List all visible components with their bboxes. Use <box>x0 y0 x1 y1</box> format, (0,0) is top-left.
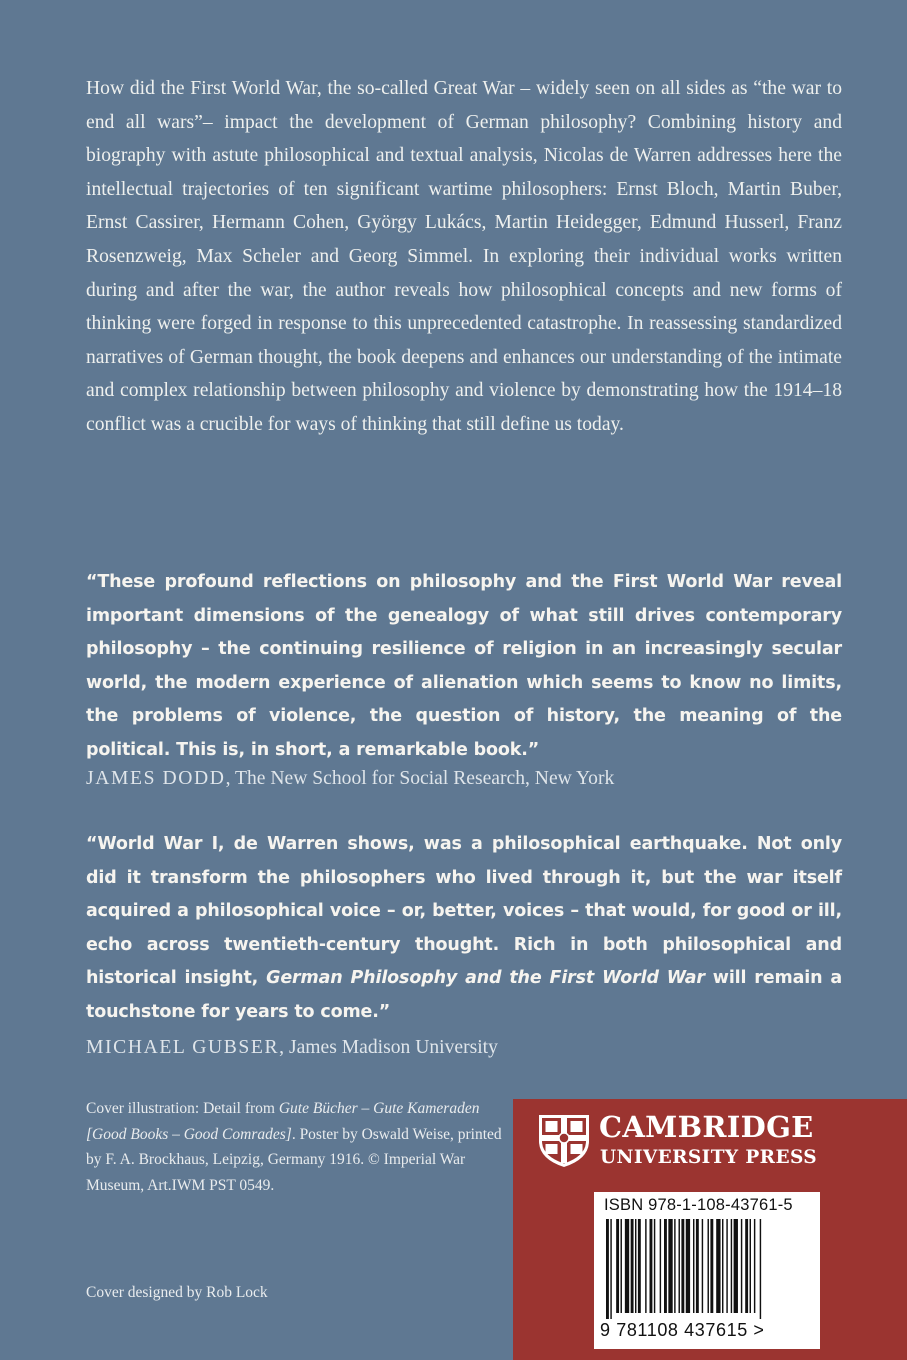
endorsement-attribution <box>86 768 614 790</box>
barcode-bar <box>616 1219 619 1313</box>
cover-illustration-credit: Cover illustration: Detail from Gute Bücher – Gute Kameraden [Good Books – Good Comrades]. Poster by Oswald Weise, printed by F. A. Brockhaus, Leipzig, Germany 1916. © Imperial War Museum, Art.IWM PST 0549. <box>86 1100 502 1194</box>
endorsement-attribution <box>86 1037 498 1059</box>
barcode-digits: 9 781108 437615 > <box>600 1320 765 1340</box>
barcode-bar <box>638 1219 641 1313</box>
barcode-bar <box>606 1219 609 1319</box>
barcode-bar <box>741 1219 742 1313</box>
barcode-bar <box>610 1219 611 1319</box>
barcode-bar <box>734 1219 738 1313</box>
publisher-name: CAMBRIDGE <box>599 1110 814 1144</box>
barcode-bar <box>668 1219 672 1313</box>
barcode-bar <box>681 1219 684 1313</box>
endorser-name: MICHAEL GUBSER <box>86 1037 280 1058</box>
barcode-bar <box>745 1219 748 1313</box>
endorsement-quote <box>86 828 842 1030</box>
barcode-bar <box>654 1219 655 1313</box>
barcode-bar <box>708 1219 709 1313</box>
endorser-affiliation: , James Madison University <box>279 1037 498 1058</box>
book-title: German Philosophy and the First World War <box>266 968 705 989</box>
barcode-bar <box>674 1219 675 1313</box>
endorser-name: JAMES DODD <box>86 768 226 789</box>
barcode-bar <box>696 1219 699 1313</box>
endorsement-quote: “These profound reflections on philosophy and the First World War reveal important dimensions of the genealogy of what still drives contemporary philosophy – the continuing resilience of religion in an increasingly secular world, the modern experience of alienation which seems to know no limits, the problems of violence, the question of history, the meaning of the political. This is, in short, a remarkable book.” <box>86 572 842 760</box>
publisher-subtitle: UNIVERSITY PRESS <box>600 1147 818 1168</box>
barcode-bar <box>693 1219 694 1313</box>
barcode-bar <box>702 1219 703 1313</box>
barcode-bar <box>750 1219 751 1313</box>
poster-title: Gute Bücher – Gute Kameraden [Good Books – Good Comrades] <box>86 1100 480 1143</box>
barcode-bar <box>679 1219 680 1313</box>
isbn-barcode <box>594 1192 820 1349</box>
barcode-bar <box>664 1219 667 1313</box>
barcode-bar <box>625 1219 629 1313</box>
barcode-bar <box>631 1219 634 1313</box>
barcode-bar <box>645 1219 646 1313</box>
barcode-bar <box>660 1219 661 1313</box>
barcode-bar <box>710 1219 713 1313</box>
cambridge-crest-icon <box>535 1111 593 1169</box>
barcode-bar <box>621 1219 622 1313</box>
publisher-panel <box>513 1099 907 1360</box>
cover-designer-credit: Cover designed by Rob Lock <box>86 1284 268 1301</box>
barcode-bar <box>726 1219 727 1313</box>
quote-text: will remain a touchstone for years to come.” <box>86 968 842 1022</box>
barcode-bar <box>635 1219 636 1313</box>
barcode-bar <box>650 1219 653 1313</box>
barcode-bar <box>760 1219 761 1319</box>
barcode-bar <box>754 1219 755 1313</box>
barcode-bar <box>722 1219 723 1313</box>
quote-text: “World War I, de Warren shows, was a philosophical earthquake. Not only did it transform the philosophers who lived through it, but the war itself acquired a philosophical voice – or, better, voices – that would, for good or ill, echo across twentieth-century thought. Rich in both philosophical and historical insight, <box>86 834 842 989</box>
endorser-affiliation: , The New School for Social Research, New York <box>225 768 615 789</box>
barcode-bar <box>686 1219 690 1313</box>
barcode-icon <box>602 1219 812 1319</box>
isbn-label: ISBN 978-1-108-43761-5 <box>604 1196 793 1214</box>
barcode-bar <box>716 1219 720 1313</box>
book-description: How did the First World War, the so-called Great War – widely seen on all sides as “the war to end all wars”– impact the development of German philosophy? Combining history and biography with astute philosophical and textual analysis, Nicolas de Warren addresses here the intellectual trajectories of ten significant wartime philosophers: Ernst Bloch, Martin Buber, Ernst Cassirer, Hermann Cohen, György Lukács, Martin Heidegger, Edmund Husserl, Franz Rosenzweig, Max Scheler and Georg Simmel. In exploring their individual works written during and after the war, the author reveals how philosophical concepts and new forms of thinking were forged in response to this unprecedented catastrophe. In reassessing standardized narratives of German thought, the book deepens and enhances our understanding of the intimate and complex relationship between philosophy and violence by demonstrating how the 1914–18 conflict was a crucible for ways of thinking that still define us today. <box>86 78 842 435</box>
barcode-bar <box>731 1219 732 1313</box>
